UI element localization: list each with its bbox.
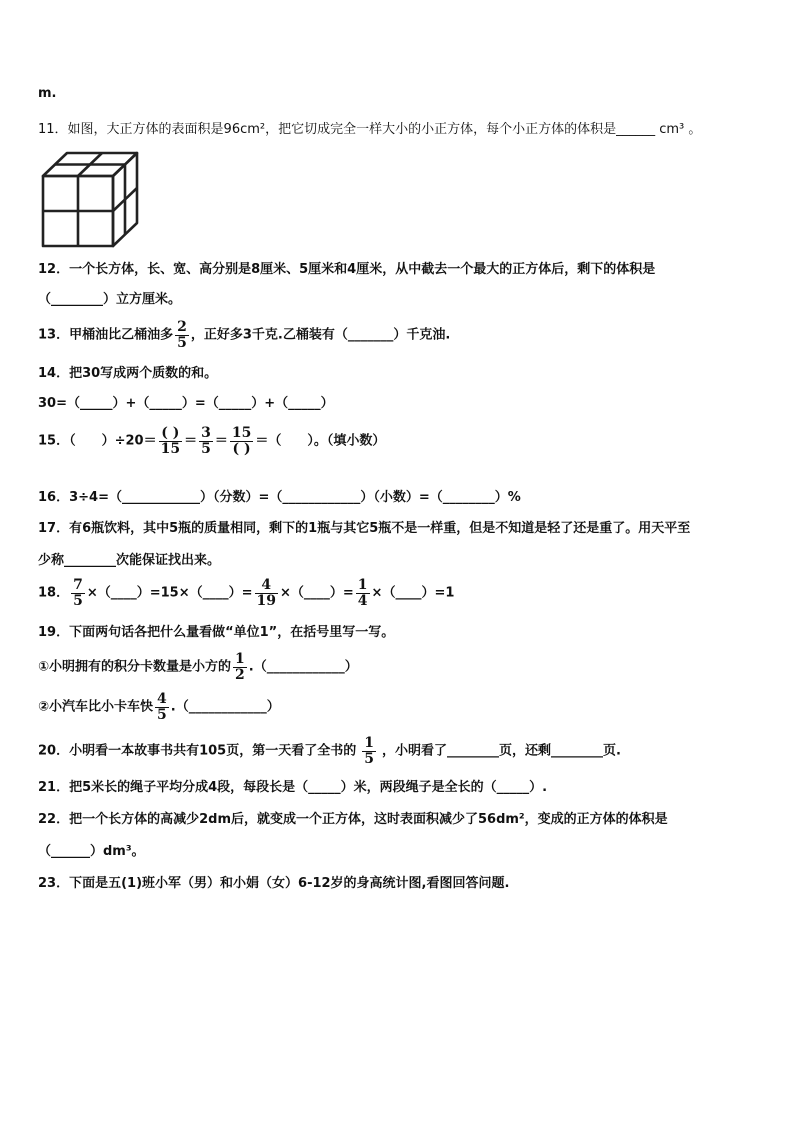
fraction: $\frac{4}{19}$	[256, 577, 276, 609]
question-14-line1: 14．把30写成两个质数的和。	[38, 366, 218, 381]
item1-text: ①小明拥有的积分卡数量是小方的	[38, 659, 232, 675]
fraction: $\frac{3}{5}$	[201, 425, 211, 457]
cube-figure	[40, 150, 142, 250]
question-15-end: ＝（ ）。（填小数）	[255, 433, 386, 449]
equals-sign: ＝	[184, 433, 198, 449]
fraction: $\frac{1}{2}$	[235, 651, 245, 683]
fraction: $\frac{1}{4}$	[357, 577, 368, 609]
question-15	[38, 426, 385, 456]
question-12-line1: 12．一个长方体，长、宽、高分别是8厘米、5厘米和4厘米，从中截去一个最大的正方体后，剩下的体积是	[38, 262, 656, 277]
question-18	[38, 578, 454, 608]
question-12-line2: （________）立方厘米。	[38, 292, 182, 307]
item1-answer: .（____________）	[248, 659, 358, 675]
question-20-text: 20．小明看一本故事书共有105页，第一天看了全书的	[38, 743, 357, 759]
question-13-text: 13．甲桶油比乙桶油多	[38, 327, 174, 343]
question-16: 16．3÷4=（____________）（分数）=（____________）（小数）=（________）%	[38, 490, 521, 505]
question-18-part1: ×（____）=15×（____）=	[86, 585, 253, 601]
question-18-start: 18．	[38, 585, 70, 601]
question-13	[38, 320, 450, 350]
question-11: 11．如图，大正方体的表面积是96cm²，把它切成完全一样大小的小正方体，每个小正方体的体积是______ cm³ 。	[38, 122, 702, 137]
fraction: $\frac{7}{5}$	[73, 577, 83, 609]
question-19-item2	[38, 692, 280, 722]
fraction: $\frac{( )}{15}$	[160, 425, 181, 457]
question-17-line2: 少称________次能保证找出来。	[38, 553, 221, 568]
question-18-part2: ×（____）=	[280, 585, 354, 601]
question-19-item1	[38, 652, 358, 682]
question-15-start: 15．（ ）÷20＝	[38, 433, 157, 449]
item2-text: ②小汽车比小卡车快	[38, 699, 154, 715]
fraction: $\frac{15}{( )}$	[231, 425, 252, 457]
question-18-part3: ×（____）=1	[371, 585, 455, 601]
question-14-line2: 30=（_____）+（_____）=（_____）+（_____）	[38, 396, 334, 411]
previous-question-tail: m.	[38, 86, 57, 101]
equals-sign: ＝	[214, 433, 228, 449]
question-17-line1: 17．有6瓶饮料，其中5瓶的质量相同，剩下的1瓶与其它5瓶不是一样重，但是不知道是轻了还是重了。用天平至	[38, 521, 691, 536]
question-22-line1: 22．把一个长方体的高减少2dm后，就变成一个正方体，这时表面积减少了56dm²，变成的正方体的体积是	[38, 812, 668, 827]
question-20	[38, 736, 621, 766]
question-23: 23．下面是五(1)班小军（男）和小娟（女）6-12岁的身高统计图,看图回答问题.	[38, 876, 510, 891]
fraction: $\frac{1}{5}$	[364, 735, 374, 767]
question-13-text-after: ，正好多3千克.乙桶装有（_______）千克油.	[190, 327, 451, 343]
question-19-line1: 19．下面两句话各把什么量看做“单位1”，在括号里写一写。	[38, 625, 395, 640]
question-20-text-after: ，小明看了________页，还剩________页.	[381, 743, 621, 759]
question-22-line2: （______）dm³。	[38, 844, 145, 859]
question-21: 21．把5米长的绳子平均分成4段，每段长是（_____）米，两段绳子是全长的（_____）.	[38, 780, 548, 795]
item2-answer: .（____________）	[170, 699, 280, 715]
fraction: $\frac{4}{5}$	[157, 691, 167, 723]
fraction: $\frac{2}{5}$	[177, 319, 187, 351]
